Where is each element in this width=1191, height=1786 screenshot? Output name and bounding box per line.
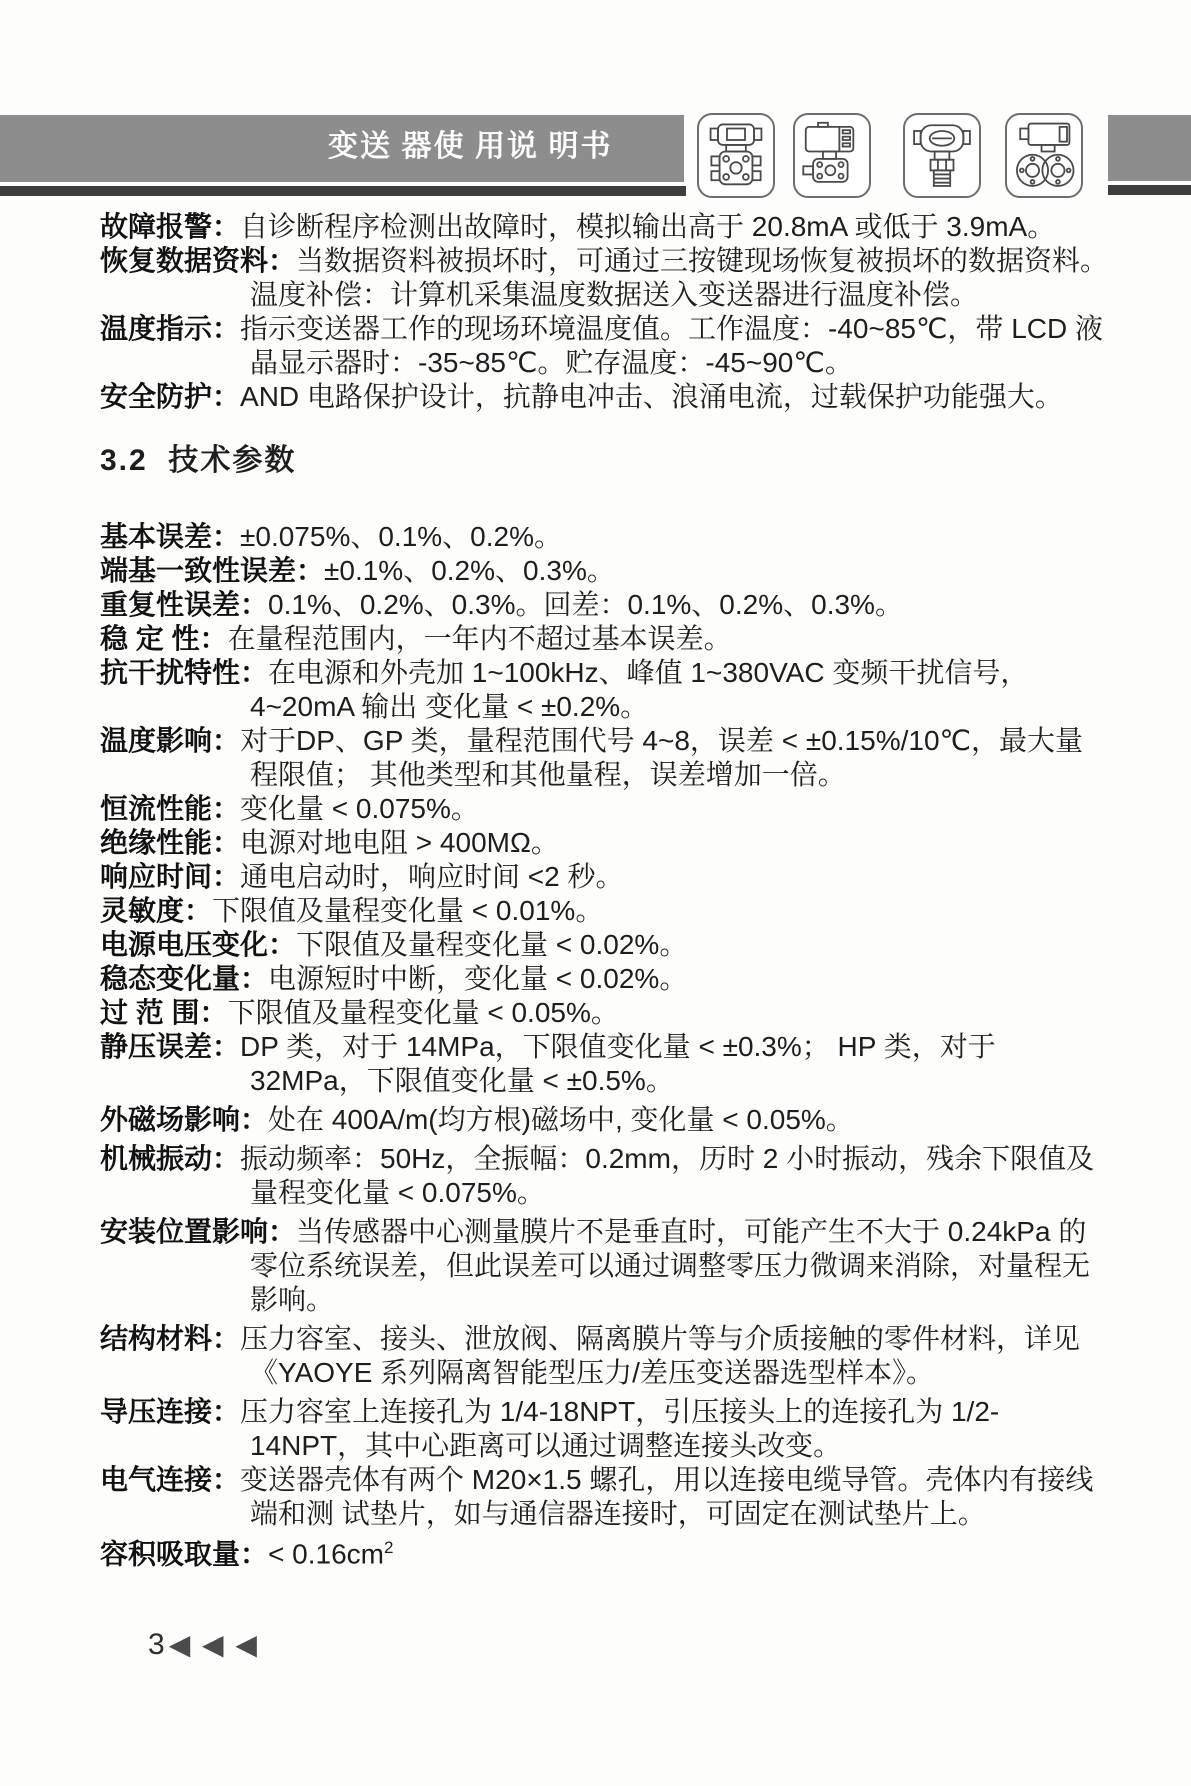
- spec-entry: [100, 554, 1110, 588]
- spec-entry: [100, 1142, 1110, 1210]
- spec-text: 对于DP、GP 类，量程范围代号 4~8，误差 < ±0.15%/10℃，最大量程限值； 其他类型和其他量程，误差增加一倍。: [240, 725, 1083, 790]
- spec-text: 电源对地电阻 > 400MΩ。: [240, 827, 559, 858]
- spec-text: 变送器壳体有两个 M20×1.5 螺孔，用以连接电缆导管。壳体内有接线端和测 试垫片，如与通信器连接时，可固定在测试垫片上。: [240, 1464, 1094, 1529]
- spec-label: 端基一致性误差：: [100, 555, 325, 586]
- feature-entry: [100, 312, 1110, 380]
- spec-entry: [100, 588, 1110, 622]
- spec-label: 重复性误差：: [100, 589, 269, 620]
- threaded-pressure-transmitter-icon: [903, 113, 981, 198]
- feature-text: 自诊断程序检测出故障时，模拟输出高于 20.8mA 或低于 3.9mA。: [240, 211, 1056, 242]
- spec-text: 在电源和外壳加 1~100kHz、峰值 1~380VAC 变频干扰信号，4~20mA 输出 变化量 < ±0.2%。: [250, 657, 1029, 722]
- spec-entry: [100, 520, 1110, 554]
- feature-entry: [100, 380, 1110, 414]
- feature-text: 指示变送器工作的现场环境温度值。工作温度：-40~85℃，带 LCD 液晶显示器时：-35~85℃。贮存温度：-45~90℃。: [240, 313, 1104, 378]
- spec-label: 结构材料：: [100, 1323, 241, 1354]
- header-accent-bar: [0, 186, 686, 196]
- spec-label: 基本误差：: [100, 521, 241, 552]
- spec-entry: [100, 1030, 1110, 1098]
- spec-text: < 0.16cm: [268, 1538, 384, 1570]
- spec-label: 导压连接：: [100, 1396, 241, 1427]
- spec-text: 下限值及量程变化量 < 0.05%。: [227, 997, 619, 1028]
- spec-entry: [100, 792, 1110, 826]
- spec-entry: [100, 1215, 1110, 1317]
- spec-text: 处在 400A/m(均方根)磁场中, 变化量 < 0.05%。: [268, 1104, 854, 1135]
- spec-label: 稳 定 性：: [100, 623, 228, 654]
- spec-label: 绝缘性能：: [100, 827, 241, 858]
- spec-entry: [100, 1395, 1110, 1463]
- spec-label: 响应时间：: [100, 861, 241, 892]
- spec-label: 机械振动：: [100, 1143, 241, 1174]
- feature-entry: [100, 244, 1110, 312]
- spec-entry: [100, 724, 1110, 792]
- spec-text: 通电启动时，响应时间 <2 秒。: [240, 861, 624, 892]
- feature-text: 当数据资料被损坏时，可通过三按键现场恢复被损坏的数据资料。温度补偿：计算机采集温度数据送入变送器进行温度补偿。: [250, 245, 1109, 310]
- spec-entry: [100, 622, 1110, 656]
- spec-entry: [100, 656, 1110, 724]
- spec-text: 振动频率：50Hz，全振幅：0.2mm，历时 2 小时振动，残余下限值及量程变化量 < 0.075%。: [240, 1143, 1095, 1208]
- spec-text: 0.1%、0.2%、0.3%。回差：0.1%、0.2%、0.3%。: [268, 589, 903, 620]
- spec-text: 下限值及量程变化量 < 0.02%。: [296, 929, 688, 960]
- horizontal-housing-transmitter-icon: [793, 113, 871, 198]
- spec-text: 下限值及量程变化量 < 0.01%。: [212, 895, 604, 926]
- dp-flange-transmitter-icon: [697, 113, 775, 198]
- spec-text: ±0.075%、0.1%、0.2%。: [240, 521, 562, 552]
- spec-label: 恒流性能：: [100, 793, 241, 824]
- section-heading: 3.2 技术参数: [100, 444, 297, 477]
- feature-text: AND 电路保护设计，抗静电冲击、浪涌电流，过载保护功能强大。: [240, 381, 1063, 412]
- spec-label: 静压误差：: [100, 1031, 241, 1062]
- spec-text: 电源短时中断，变化量 < 0.02%。: [268, 963, 688, 994]
- spec-label: 外磁场影响：: [100, 1104, 269, 1135]
- pagination-arrows-icon: ◀ ◀ ◀: [168, 1629, 259, 1660]
- spec-text: 在量程范围内，一年内不超过基本误差。: [227, 623, 732, 654]
- spec-label: 温度影响：: [100, 725, 241, 756]
- spec-label: 电源电压变化：: [100, 929, 297, 960]
- spec-label: 容积吸取量：: [100, 1538, 269, 1570]
- spec-entry: [100, 1103, 1110, 1137]
- spec-label: 安装位置影响：: [100, 1216, 297, 1247]
- header-accent-bar-right: [1108, 185, 1191, 195]
- feature-label: 温度指示：: [100, 313, 241, 344]
- spec-text: 当传感器中心测量膜片不是垂直时，可能产生不大于 0.24kPa 的零位系统误差，但此误差可以通过调整零压力微调来消除，对量程无影响。: [250, 1216, 1091, 1315]
- spec-text: 变化量 < 0.075%。: [240, 793, 479, 824]
- spec-entry: [100, 826, 1110, 860]
- spec-label: 稳态变化量：: [100, 963, 269, 994]
- feature-label: 安全防护：: [100, 381, 241, 412]
- spec-entry: [100, 996, 1110, 1030]
- feature-label: 恢复数据资料：: [100, 245, 297, 276]
- spec-entry: [100, 962, 1110, 996]
- spec-superscript: 2: [383, 1538, 394, 1557]
- dual-flange-transmitter-icon: [1005, 113, 1083, 198]
- spec-entry: [100, 1463, 1110, 1531]
- page-title: 变送 器使 用说 明书: [328, 130, 613, 163]
- feature-entry: [100, 210, 1110, 244]
- spec-text: 压力容室、接头、泄放阀、隔离膜片等与介质接触的零件材料，详见《YAOYE 系列隔离智能型压力/差压变送器选型样本》。: [240, 1323, 1081, 1388]
- spec-entry: [100, 1322, 1110, 1390]
- spec-label: 灵敏度：: [100, 895, 213, 926]
- spec-entry: [100, 928, 1110, 962]
- page-footer: [148, 1628, 259, 1662]
- spec-entry: [100, 1531, 1110, 1571]
- spec-label: 抗干扰特性：: [100, 657, 269, 688]
- spec-text: 压力容室上连接孔为 1/4-18NPT，引压接头上的连接孔为 1/2-14NPT，其中心距离可以通过调整连接头改变。: [240, 1396, 1000, 1461]
- page-number: 3: [148, 1628, 165, 1661]
- spec-text: DP 类，对于 14MPa，下限值变化量 < ±0.3%； HP 类，对于 32MPa，下限值变化量 < ±0.5%。: [240, 1031, 996, 1096]
- spec-entry: [100, 894, 1110, 928]
- feature-label: 故障报警：: [100, 211, 241, 242]
- manual-body: [100, 210, 1110, 1571]
- spec-entry: [100, 860, 1110, 894]
- header-bar-right: [1108, 115, 1191, 181]
- spec-text: ±0.1%、0.2%、0.3%。: [324, 555, 615, 586]
- spec-label: 电气连接：: [100, 1464, 241, 1495]
- spec-label: 过 范 围：: [100, 997, 228, 1028]
